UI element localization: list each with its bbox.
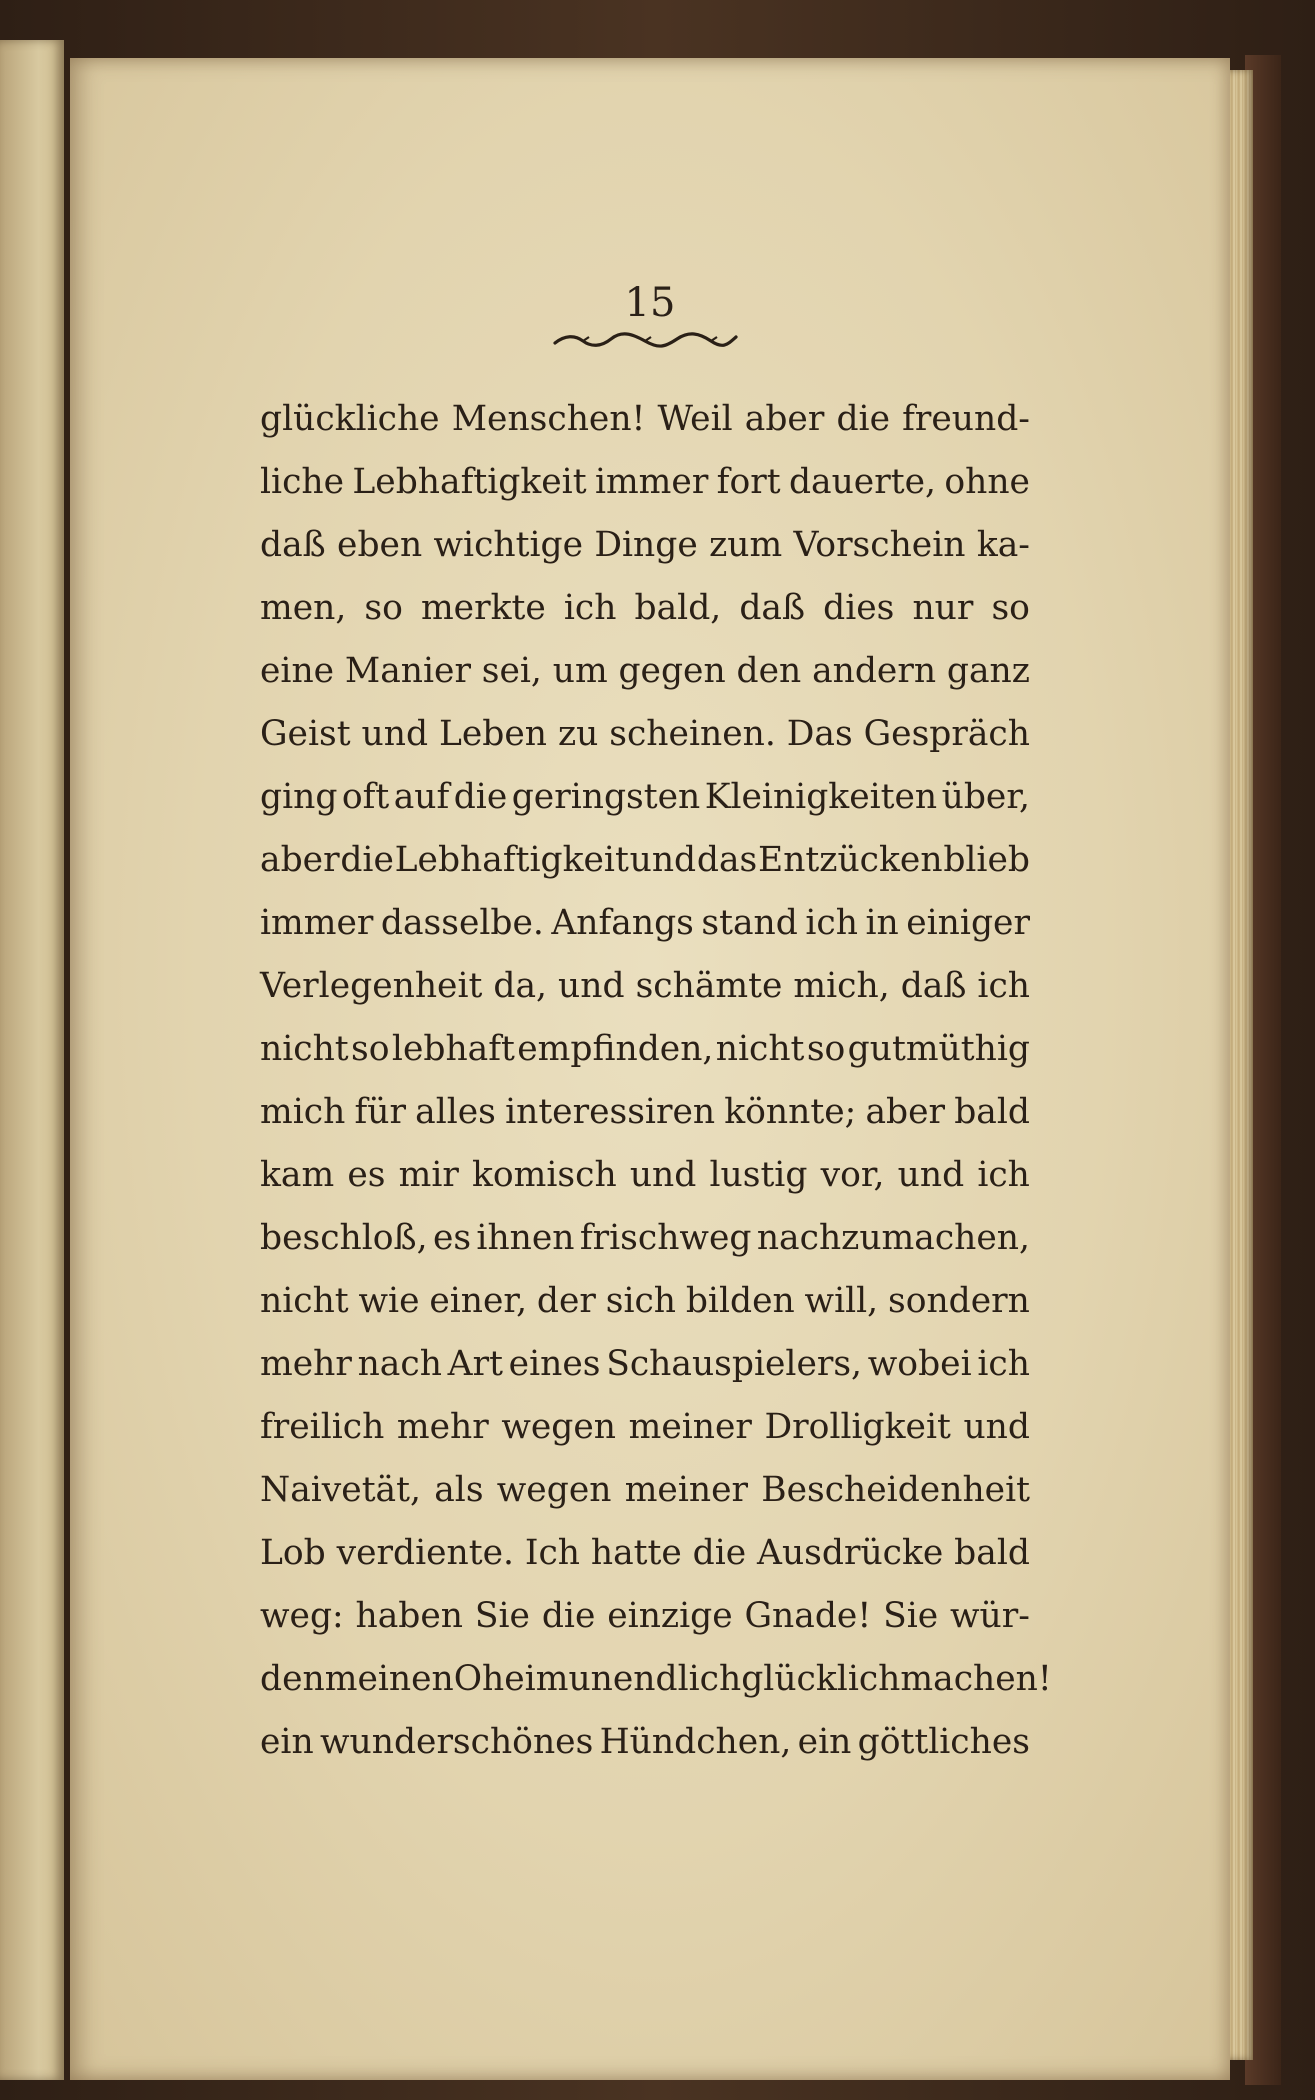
text-word: fort	[716, 462, 781, 502]
text-line	[260, 766, 1030, 829]
text-line	[260, 514, 1030, 577]
text-word: eine	[260, 651, 335, 691]
text-line	[260, 1396, 1030, 1459]
text-word: zu	[557, 714, 599, 754]
text-word: so	[806, 1029, 846, 1069]
text-word: mich	[260, 1092, 346, 1132]
text-line	[260, 703, 1030, 766]
text-word: komisch	[472, 1155, 617, 1195]
text-word: sondern	[887, 1281, 1030, 1321]
text-word: beschloß,	[260, 1218, 428, 1258]
text-word: einzige	[607, 1596, 733, 1636]
text-word: glückliche	[260, 399, 440, 439]
text-word: aber	[865, 1092, 946, 1132]
body-text	[260, 388, 1052, 1774]
text-word: in	[865, 903, 899, 943]
text-word: daß	[900, 966, 967, 1006]
text-word: meinen	[324, 1659, 454, 1699]
text-word: bald	[954, 1092, 1030, 1132]
text-line	[260, 1144, 1030, 1207]
text-word: schämte	[635, 966, 783, 1006]
text-word: die	[453, 777, 508, 817]
text-word: haben	[355, 1596, 464, 1636]
text-word: ein	[260, 1722, 314, 1762]
text-word: Leben	[438, 714, 548, 754]
text-word: die	[692, 1533, 747, 1573]
text-word: wür-	[950, 1596, 1030, 1636]
text-word: könnte;	[724, 1092, 857, 1132]
text-word: Geist	[260, 714, 351, 754]
book-page	[70, 58, 1230, 2080]
text-word: Schauspielers,	[606, 1344, 863, 1384]
text-word: freilich	[260, 1407, 385, 1447]
text-word: ich	[563, 588, 617, 628]
text-word: da,	[493, 966, 548, 1006]
text-word: unendlich	[568, 1659, 742, 1699]
text-line	[260, 1270, 1030, 1333]
text-word: men,	[260, 588, 347, 628]
text-word: die	[836, 399, 890, 439]
text-word: die	[340, 840, 394, 880]
text-word: Verlegenheit	[260, 966, 483, 1006]
text-word: liche	[260, 462, 345, 502]
text-line	[260, 1081, 1030, 1144]
text-word: wie	[358, 1281, 420, 1321]
text-line	[260, 1459, 1030, 1522]
text-word: nicht	[260, 1029, 349, 1069]
text-word: wegen	[496, 1470, 612, 1510]
text-word: es	[432, 1218, 472, 1258]
text-line	[260, 1711, 1030, 1774]
text-word: wegen	[501, 1407, 617, 1447]
text-word: Entzücken	[758, 840, 943, 880]
text-word: Weil	[657, 399, 733, 439]
text-word: ihnen	[476, 1218, 575, 1258]
text-word: aber	[744, 399, 825, 439]
text-word: Dinge	[594, 525, 698, 565]
text-word: Lebhaftigkeit	[352, 462, 587, 502]
text-word: das	[696, 840, 758, 880]
text-word: wobei	[867, 1344, 972, 1384]
text-word: daß	[260, 525, 326, 565]
text-word: Das	[786, 714, 853, 754]
text-word: dauerte,	[788, 462, 936, 502]
text-word: geringsten	[511, 777, 701, 817]
text-word: andern	[812, 651, 937, 691]
text-word: wichtige	[433, 525, 584, 565]
text-word: so	[364, 588, 403, 628]
text-word: lustig	[709, 1155, 808, 1195]
text-word: Gnade!	[744, 1596, 872, 1636]
text-line	[260, 892, 1030, 955]
text-word: Sie	[883, 1596, 939, 1636]
text-line	[260, 451, 1030, 514]
wavy-rule-ornament-icon	[553, 331, 738, 351]
text-word: oft	[341, 777, 390, 817]
text-word: göttliches	[857, 1722, 1030, 1762]
text-word: ka-	[976, 525, 1030, 565]
text-word: lebhaft	[391, 1029, 515, 1069]
text-word: Lob	[260, 1533, 326, 1573]
text-word: nur	[912, 588, 974, 628]
text-line	[260, 829, 1030, 892]
text-word: ganz	[946, 651, 1030, 691]
text-word: gegen	[618, 651, 726, 691]
text-word: und	[558, 966, 625, 1006]
text-word: frischweg	[579, 1218, 752, 1258]
text-line	[260, 1522, 1030, 1585]
text-word: aber	[260, 840, 340, 880]
text-word: sei,	[481, 651, 542, 691]
text-word: den	[260, 1659, 325, 1699]
text-word: immer	[594, 462, 709, 502]
text-word: wunderschönes	[319, 1722, 594, 1762]
text-word: um	[552, 651, 608, 691]
text-word: nachzumachen,	[756, 1218, 1030, 1258]
text-word: den	[736, 651, 802, 691]
text-line	[260, 955, 1030, 1018]
text-word: nicht	[715, 1029, 805, 1069]
text-word: machen!	[900, 1659, 1052, 1699]
text-word: alles	[415, 1092, 496, 1132]
text-word: scheinen.	[609, 714, 776, 754]
text-line	[260, 1207, 1030, 1270]
text-word: eben	[337, 525, 423, 565]
text-word: meiner	[624, 1470, 748, 1510]
text-word: der	[536, 1281, 596, 1321]
page-number: 15	[624, 280, 676, 326]
text-word: Gespräch	[863, 714, 1030, 754]
text-word: und	[629, 840, 697, 880]
text-word: ohne	[944, 462, 1030, 502]
text-line	[260, 640, 1030, 703]
text-word: kam	[260, 1155, 335, 1195]
text-word: Lebhaftigkeit	[394, 840, 629, 880]
text-word: und	[629, 1155, 697, 1195]
text-word: weg:	[260, 1596, 344, 1636]
text-word: stand	[701, 903, 798, 943]
text-line	[260, 1018, 1030, 1081]
text-line	[260, 577, 1030, 640]
text-line	[260, 1585, 1030, 1648]
text-word: auf	[393, 777, 450, 817]
text-word: sich	[605, 1281, 677, 1321]
text-line	[260, 388, 1030, 451]
text-word: mehr	[396, 1407, 489, 1447]
text-word: merkte	[420, 588, 546, 628]
text-word: einiger	[906, 903, 1030, 943]
text-word: ich	[977, 966, 1030, 1006]
text-word: mich,	[793, 966, 890, 1006]
text-word: verdiente.	[336, 1533, 515, 1573]
text-word: und	[963, 1407, 1030, 1447]
previous-page-edge	[0, 40, 64, 2080]
text-word: interessiren	[505, 1092, 716, 1132]
text-word: immer	[260, 903, 374, 943]
text-word: mehr	[260, 1344, 352, 1384]
text-word: über,	[941, 777, 1030, 817]
text-word: Kleinigkeiten	[704, 777, 938, 817]
text-word: Sie	[474, 1596, 530, 1636]
text-word: dies	[823, 588, 895, 628]
text-word: und	[361, 714, 429, 754]
text-word: Drolligkeit	[764, 1407, 951, 1447]
text-word: meiner	[628, 1407, 752, 1447]
text-word: ein	[797, 1722, 852, 1762]
text-word: so	[351, 1029, 390, 1069]
text-word: dasselbe.	[380, 903, 544, 943]
text-word: Bescheidenheit	[761, 1470, 1030, 1510]
text-word: Manier	[344, 651, 471, 691]
text-word: ging	[260, 777, 338, 817]
text-word: bald,	[634, 588, 722, 628]
text-word: Hündchen,	[599, 1722, 792, 1762]
text-word: mir	[398, 1155, 459, 1195]
text-word: Naivetät,	[260, 1470, 421, 1510]
text-line	[260, 1333, 1030, 1396]
text-word: ich	[977, 1155, 1030, 1195]
text-word: nicht	[260, 1281, 349, 1321]
text-word: Ich	[524, 1533, 581, 1573]
text-word: bilden	[685, 1281, 795, 1321]
text-word: als	[434, 1470, 484, 1510]
text-word: Ausdrücke	[757, 1533, 944, 1573]
text-word: Menschen!	[451, 399, 646, 439]
text-word: Art	[447, 1344, 503, 1384]
text-word: die	[541, 1596, 596, 1636]
text-word: zum	[709, 525, 783, 565]
text-word: gutmüthig	[847, 1029, 1030, 1069]
text-word: für	[354, 1092, 406, 1132]
text-word: und	[897, 1155, 965, 1195]
text-word: so	[991, 588, 1030, 628]
text-word: freund-	[902, 399, 1030, 439]
text-word: ich	[977, 1344, 1030, 1384]
text-word: eines	[508, 1344, 601, 1384]
text-word: es	[347, 1155, 386, 1195]
text-word: Vorschein	[793, 525, 966, 565]
text-word: bald	[954, 1533, 1030, 1573]
text-word: blieb	[943, 840, 1030, 880]
text-word: daß	[739, 588, 806, 628]
text-word: vor,	[820, 1155, 885, 1195]
text-word: Oheim	[453, 1659, 569, 1699]
text-word: hatte	[590, 1533, 682, 1573]
text-word: Anfangs	[551, 903, 694, 943]
text-word: ich	[805, 903, 858, 943]
text-word: will,	[804, 1281, 879, 1321]
text-line	[260, 1648, 1052, 1711]
text-word: einer,	[429, 1281, 528, 1321]
text-word: empfinden,	[517, 1029, 714, 1069]
text-word: nach	[357, 1344, 442, 1384]
text-word: glücklich	[741, 1659, 901, 1699]
